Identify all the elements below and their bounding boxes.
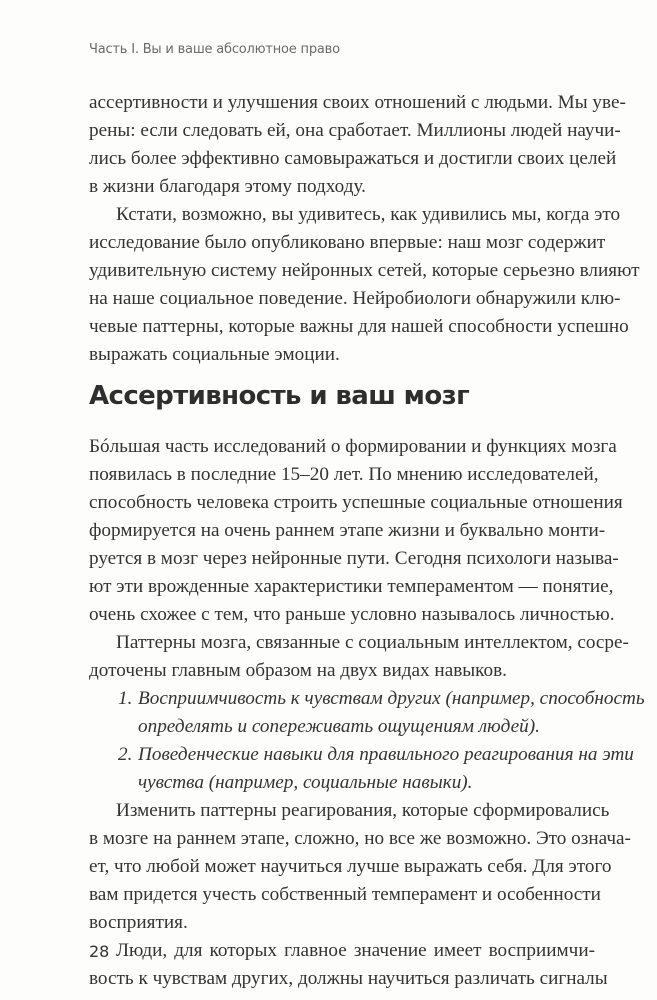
- text-line: в мозге на раннем этапе, сложно, но все же возможно. Это означа-: [89, 828, 631, 849]
- text-line: рены: если следовать ей, она сработает. Миллионы людей научи-: [89, 120, 621, 141]
- text-line: определять и сопереживать ощущениям людей).: [138, 716, 540, 737]
- text-line: вость к чувствам других, должны научиться различать сигналы: [89, 968, 608, 989]
- text-line: Бóльшая часть исследований о формировании и функциях мозга: [89, 436, 617, 457]
- text-line: Кстати, возможно, вы удивитесь, как удивились мы, когда это: [116, 204, 621, 225]
- text-line: ют эти врожденные характеристики темпераментом — понятие,: [89, 576, 614, 597]
- text-line: чувства (например, социальные навыки).: [138, 772, 473, 793]
- text-line: очень схожее с тем, что раньше условно называлось личностью.: [89, 604, 615, 625]
- text-line: формируется на очень раннем этапе жизни и буквально монти-: [89, 520, 606, 541]
- text-line: Поведенческие навыки для правильного реагирования на эти: [138, 744, 634, 765]
- text-line: удивительную систему нейронных сетей, которые серьезно влияют: [89, 260, 640, 281]
- text-line: появилась в последние 15–20 лет. По мнению исследователей,: [89, 464, 599, 485]
- text-line: выражать социальные эмоции.: [89, 344, 340, 365]
- running-head: Часть I. Вы и ваше абсолютное право: [89, 42, 340, 57]
- list-number: 1.: [118, 688, 133, 709]
- page-number: 28: [89, 942, 110, 961]
- text-line: ассертивности и улучшения своих отношений с людьми. Мы уве-: [89, 92, 626, 113]
- text-line: Паттерны мозга, связанные с социальным интеллектом, сосре-: [116, 632, 629, 653]
- text-line: ет, что любой может научиться лучше выражать себя. Для этого: [89, 856, 612, 877]
- text-line: Восприимчивость к чувствам других (например, способность: [138, 688, 645, 709]
- text-line: лись более эффективно самовыражаться и достигли своих целей: [89, 148, 617, 169]
- text-line: Люди, для которых главное значение имеет восприимчи-: [116, 940, 595, 961]
- text-line: Изменить паттерны реагирования, которые сформировались: [116, 800, 610, 821]
- text-line: на наше социальное поведение. Нейробиологи обнаружили клю-: [89, 288, 621, 309]
- text-line: исследование было опубликовано впервые: наш мозг содержит: [89, 232, 606, 253]
- section-heading: Ассертивность и ваш мозг: [89, 381, 470, 411]
- text-line: способность человека строить успешные социальные отношения: [89, 492, 623, 513]
- text-line: в жизни благодаря этому подходу.: [89, 176, 366, 197]
- list-number: 2.: [118, 744, 133, 765]
- text-line: руется в мозг через нейронные пути. Сегодня психологи называ-: [89, 548, 619, 569]
- text-line: восприятия.: [89, 912, 188, 933]
- text-line: доточены главным образом на двух видах навыков.: [89, 660, 507, 681]
- text-line: вам придется учесть собственный темперамент и особенности: [89, 884, 601, 905]
- text-line: чевые паттерны, которые важны для нашей способности успешно: [89, 316, 629, 337]
